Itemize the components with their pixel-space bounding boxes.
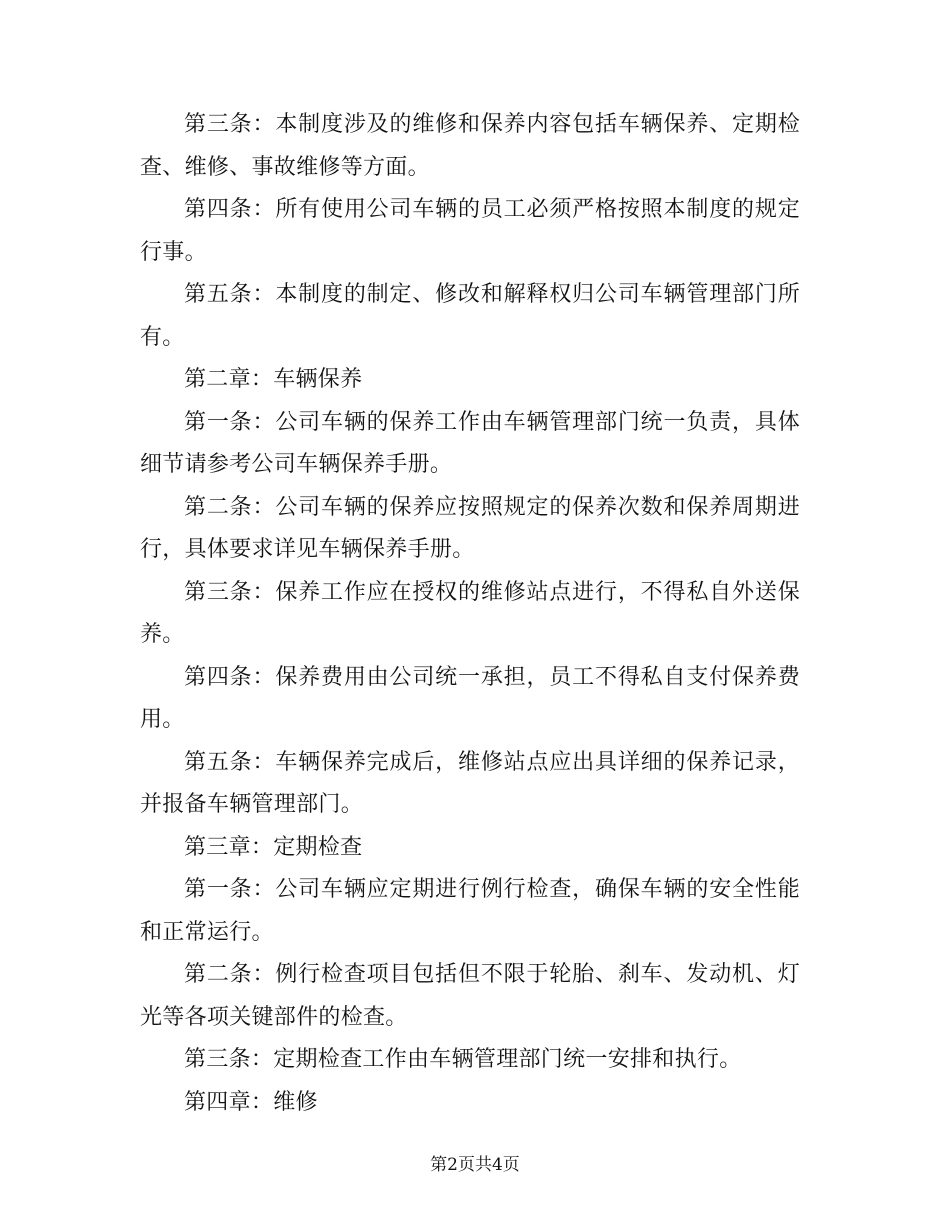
document-body [140, 104, 800, 1124]
article-paragraph: 第一条：公司车辆应定期进行例行检查，确保车辆的安全性能和正常运行。 [140, 877, 800, 945]
chapter-heading: 第二章：车辆保养 [184, 367, 363, 392]
article-paragraph: 第三条：本制度涉及的维修和保养内容包括车辆保养、定期检查、维修、事故维修等方面。 [140, 112, 800, 180]
article-paragraph: 第三条：保养工作应在授权的维修站点进行，不得私自外送保养。 [140, 579, 800, 647]
article-paragraph: 第四条：所有使用公司车辆的员工必须严格按照本制度的规定行事。 [140, 197, 800, 265]
chapter-heading: 第四章：维修 [184, 1089, 318, 1115]
article-paragraph: 第五条：本制度的制定、修改和解释权归公司车辆管理部门所有。 [140, 282, 800, 350]
chapter-heading: 第三章：定期检查 [184, 834, 363, 860]
article-paragraph: 第五条：车辆保养完成后，维修站点应出具详细的保养记录，并报备车辆管理部门。 [140, 749, 800, 817]
article-paragraph: 第二条：公司车辆的保养应按照规定的保养次数和保养周期进行，具体要求详见车辆保养手册。 [140, 494, 800, 562]
article-paragraph: 第三条：定期检查工作由车辆管理部门统一安排和执行。 [184, 1047, 742, 1072]
article-paragraph: 第一条：公司车辆的保养工作由车辆管理部门统一负责，具体细节请参考公司车辆保养手册。 [140, 409, 800, 477]
article-paragraph: 第二条：例行检查项目包括但不限于轮胎、刹车、发动机、灯光等各项关键部件的检查。 [140, 962, 800, 1030]
page-number-footer: 第2页共4页 [430, 1155, 520, 1175]
article-paragraph: 第四条：保养费用由公司统一承担，员工不得私自支付保养费用。 [140, 664, 800, 732]
